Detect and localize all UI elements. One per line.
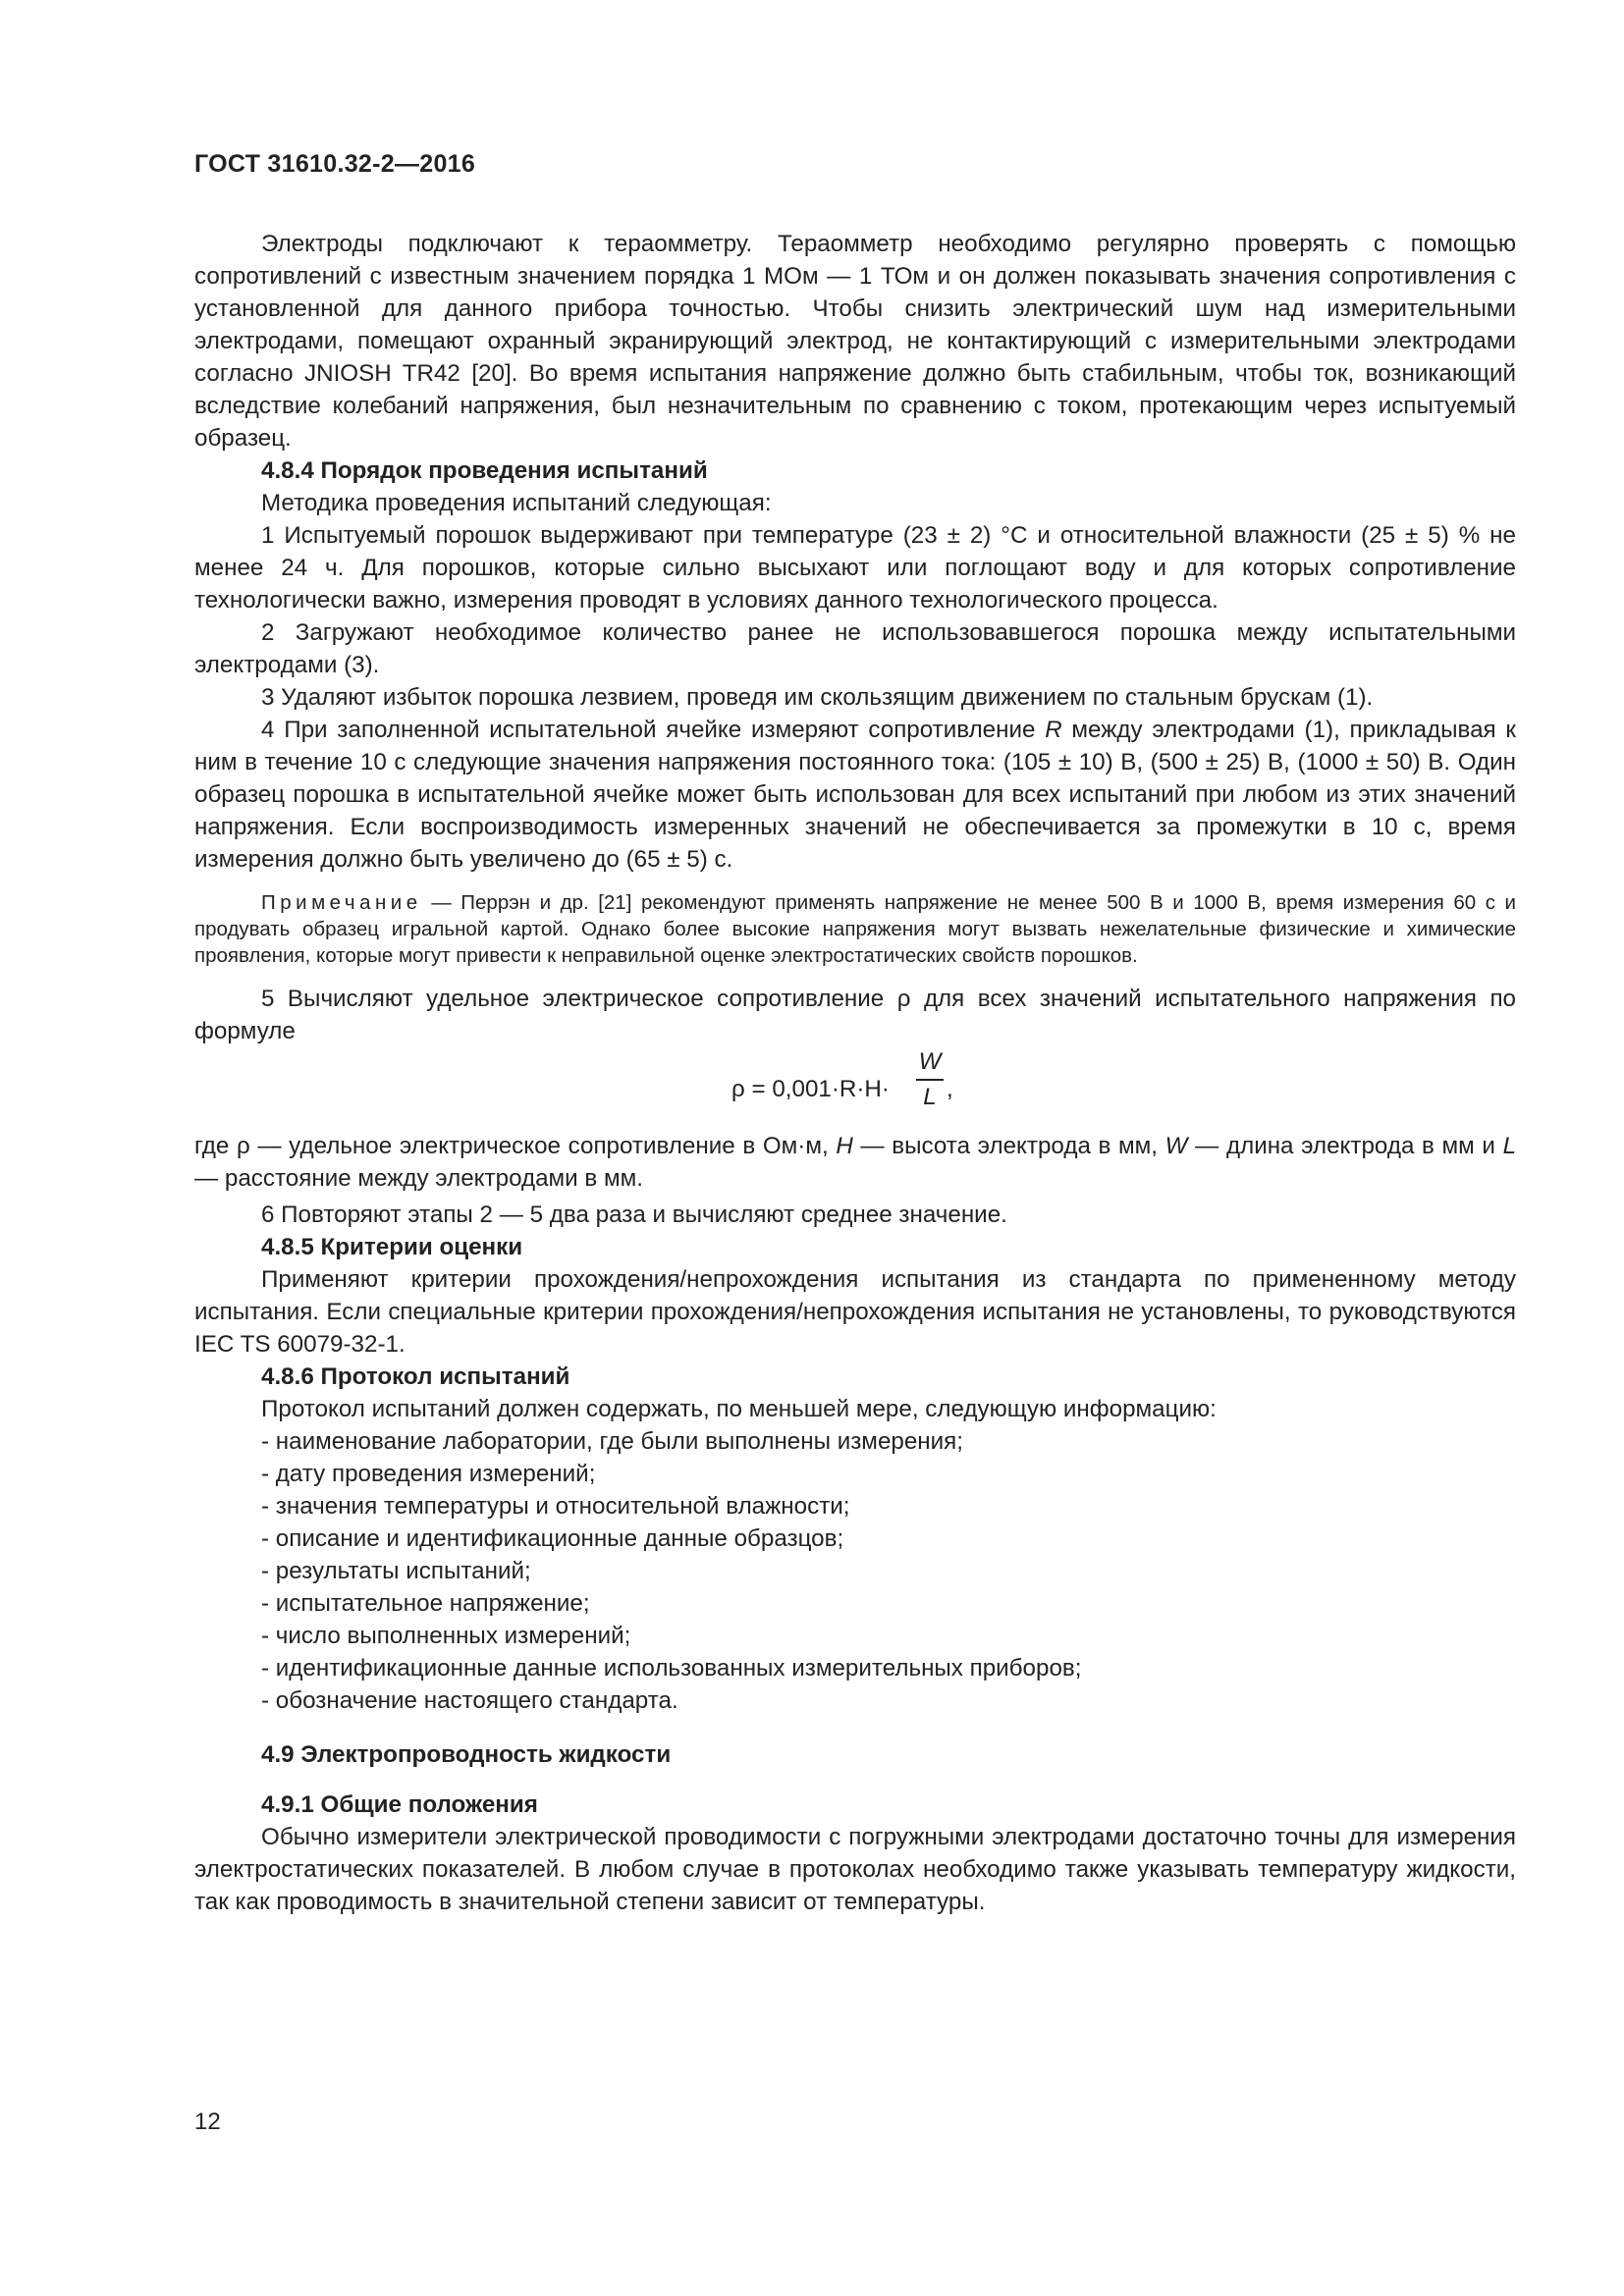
paragraph-method: Методика проведения испытаний следующая: (261, 490, 772, 516)
heading-4-8-6: 4.8.6 Протокол испытаний (261, 1363, 570, 1390)
list-item: - число выполненных измерений; (261, 1623, 631, 1649)
page-number: 12 (194, 2109, 221, 2135)
paragraph-protocol: Протокол испытаний должен содержать, по меньшей мере, следующую информацию: (261, 1396, 1217, 1422)
step-4 (194, 714, 1516, 876)
step-1: 1 Испытуемый порошок выдерживают при температуре (23 ± 2) °С и относительной влажности (25 ± 5) % не менее 24 ч. Для порошков, которые сильно высыхают или поглощают воду и для которых сопротивление технологически важно, измерения проводят в условиях данного технологического процесса. (194, 522, 1516, 614)
step-2: 2 Загружают необходимое количество ранее не использовавшегося порошка между испытательными электродами (3). (194, 619, 1516, 678)
list-item: - значения температуры и относительной влажности; (261, 1493, 850, 1520)
formula-numerator: W (918, 1048, 942, 1075)
symbol-H: H (836, 1133, 853, 1159)
formula-comma: , (947, 1076, 953, 1102)
formula-lhs: ρ = 0,001·R·H· (731, 1076, 890, 1102)
legend-text-2: — высота электрода в мм, (852, 1133, 1165, 1159)
list-item: - испытательное напряжение; (261, 1590, 590, 1617)
note-label: Примечание (261, 891, 422, 914)
list-item: - обозначение настоящего стандарта. (261, 1687, 678, 1714)
list-item: - идентификационные данные использованных измерительных приборов; (261, 1655, 1082, 1682)
symbol-W: W (1164, 1133, 1188, 1159)
legend-text-4: — расстояние между электродами в мм. (194, 1165, 643, 1192)
fraction-bar (916, 1079, 944, 1081)
resistivity-formula (194, 1047, 1516, 1130)
symbol-L: L (1502, 1133, 1517, 1159)
step-6: 6 Повторяют этапы 2 — 5 два раза и вычисляют среднее значение. (261, 1201, 1007, 1228)
step-5: 5 Вычисляют удельное электрическое сопротивление ρ для всех значений испытательного напряжения по формуле (194, 986, 1516, 1044)
list-item: - описание и идентификационные данные образцов; (261, 1525, 844, 1552)
protocol-list (194, 1425, 1516, 1717)
note-text: — Перрэн и др. [21] рекомендуют применять напряжение не менее 500 В и 1000 В, время измерения 60 с и продувать образец игральной картой. Однако более высокие напряжения могут вызвать нежелательные физические и химические проявления, которые могут привести к неправильной оценке электростатических свойств порошков. (194, 891, 1516, 967)
page-content (194, 228, 1516, 1918)
heading-4-8-4: 4.8.4 Порядок проведения испытаний (261, 457, 708, 484)
legend-text-1: где ρ — удельное электрическое сопротивление в Ом·м, (194, 1133, 837, 1159)
formula-fraction (916, 1047, 944, 1112)
paragraph-general: Обычно измерители электрической проводимости с погружными электродами достаточно точны для измерения электростатических показателей. В любом случае в протоколах необходимо также указывать температуру жидкости, так как проводимость в значительной степени зависит от температуры. (194, 1824, 1516, 1915)
document-header: ГОСТ 31610.32-2—2016 (194, 150, 476, 178)
formula-legend (194, 1130, 1516, 1195)
paragraph-electrodes: Электроды подключают к тераомметру. Тераомметр необходимо регулярно проверять с помощью сопротивлений с известным значением порядка 1 МОм — 1 ТОм и он должен показывать значения сопротивления с установленной для данного прибора точностью. Чтобы снизить электрический шум над измерительными электродами, помещают охранный экранирующий электрод, не контактирующий с измерительными электродами согласно JNIOSH TR42 [20]. Во время испытания напряжение должно быть стабильным, чтобы ток, возникающий вследствие колебаний напряжения, был незначительным по сравнению с током, протекающим через испытуемый образец. (194, 231, 1516, 452)
formula-denominator: L (923, 1084, 937, 1110)
heading-4-9: 4.9 Электропроводность жидкости (261, 1741, 672, 1768)
legend-text-3: — длина электрода в мм и (1187, 1133, 1503, 1159)
list-item: - наименование лаборатории, где были выполнены измерения; (261, 1428, 963, 1455)
list-item: - результаты испытаний; (261, 1558, 531, 1584)
heading-4-8-5: 4.8.5 Критерии оценки (261, 1234, 523, 1260)
heading-4-9-1: 4.9.1 Общие положения (261, 1791, 538, 1818)
step-3: 3 Удаляют избыток порошка лезвием, проведя им скользящим движением по стальным брускам (1). (261, 684, 1374, 711)
list-item: - дату проведения измерений; (261, 1461, 596, 1487)
paragraph-criteria: Применяют критерии прохождения/непрохождения испытания из стандарта по примененному методу испытания. Если специальные критерии прохождения/непрохождения испытания не установлены, то руководствуются IEC TS 60079-32-1. (194, 1266, 1516, 1358)
step-4-text-b: между электродами (1), прикладывая к ним в течение 10 с следующие значения напряжения постоянного тока: (105 ± 10) В, (500 ± 25) В, (1000 ± 50) В. Один образец порошка в испытательной ячейке может быть использован для всех испытаний при любом из этих значений напряжения. Если воспроизводимость измеренных значений не обеспечивается за промежутки в 10 с, время измерения должно быть увеличено до (65 ± 5) с. (194, 717, 1516, 873)
step-4-text-a: 4 При заполненной испытательной ячейке измеряют сопротивление (261, 717, 1046, 743)
note (194, 889, 1516, 969)
symbol-R: R (1045, 717, 1062, 743)
